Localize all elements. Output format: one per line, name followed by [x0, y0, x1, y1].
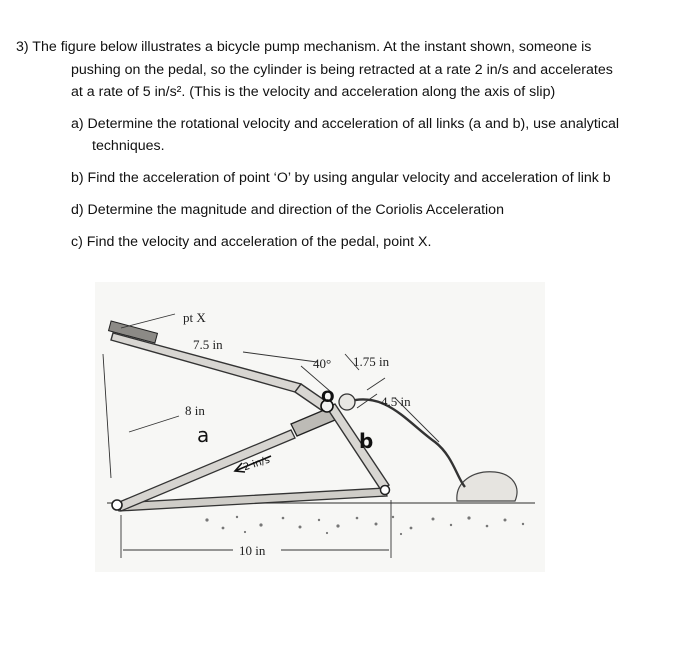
label-link-a: a: [197, 423, 210, 447]
ground-pivot: [112, 500, 122, 510]
part-d: d) Determine the magnitude and direction of the Coriolis Acceleration: [71, 202, 504, 218]
pump-mechanism-figure: [95, 282, 545, 572]
label-7-5-in: 7.5 in: [193, 337, 223, 352]
hose-fitting: [339, 394, 355, 410]
question-intro-line-1: 3) The figure below illustrates a bicycle pump mechanism. At the instant shown, someone is: [16, 39, 592, 55]
label-2-in-s: 2 in/s: [242, 454, 272, 474]
part-a-line-2: techniques.: [92, 138, 165, 154]
label-pt-x: pt X: [183, 310, 206, 325]
question-intro-line-3: at a rate of 5 in/s². (This is the velocity and acceleration along the axis of slip): [71, 84, 556, 100]
label-8-in: 8 in: [185, 403, 205, 418]
pump-diagram: [95, 282, 545, 572]
label-40-deg: 40°: [313, 356, 332, 371]
label-link-b: b: [359, 429, 374, 453]
part-b: b) Find the acceleration of point ‘O’ by using angular velocity and acceleration of link b: [71, 170, 611, 186]
part-a-line-1: a) Determine the rotational velocity and acceleration of all links (a and b), use analytical: [71, 116, 620, 132]
label-1-75-in: 1.75 in: [353, 354, 390, 369]
part-c: c) Find the velocity and acceleration of the pedal, point X.: [71, 234, 432, 250]
label-10-in: 10 in: [239, 543, 266, 558]
label-4-5-in: 4.5 in: [381, 394, 411, 409]
question-intro-line-2: pushing on the pedal, so the cylinder is being retracted at a rate 2 in/s and accelerates: [71, 62, 613, 78]
right-pivot: [381, 486, 390, 495]
label-point-o: O: [321, 387, 335, 406]
